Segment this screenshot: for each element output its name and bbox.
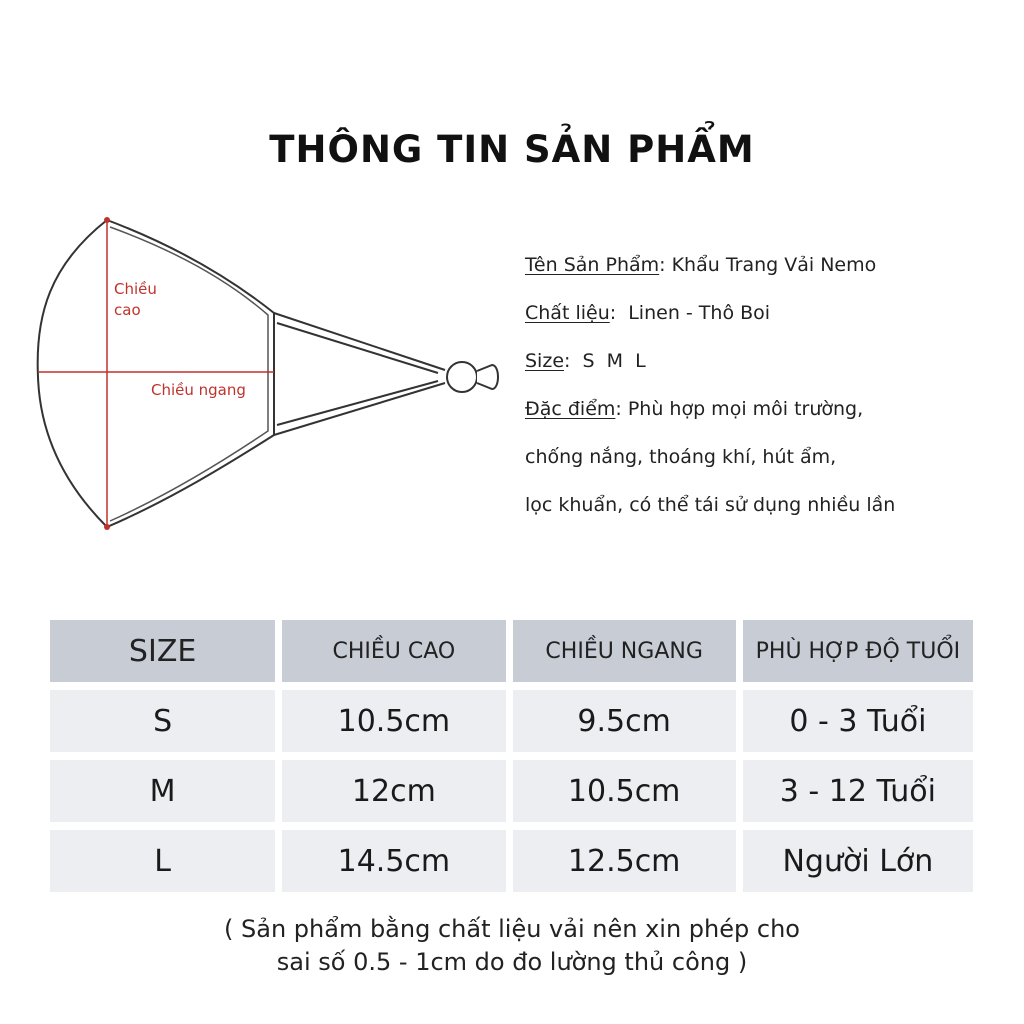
cell-size: M — [50, 760, 275, 822]
material-sep: : — [609, 302, 617, 324]
mask-outline — [38, 220, 274, 527]
table-row — [50, 760, 973, 822]
ear-strap — [274, 313, 445, 435]
size-value: S M L — [570, 350, 646, 372]
cell-age: 0 - 3 Tuổi — [743, 690, 973, 752]
measurement-note — [0, 913, 1024, 979]
feature-line — [525, 392, 1020, 440]
product-name-sep: : — [659, 254, 666, 276]
height-label-line1: Chiều — [114, 280, 157, 298]
header-height: CHIỀU CAO — [282, 620, 505, 682]
size-table — [50, 620, 973, 900]
cell-height: 12cm — [282, 760, 505, 822]
size-key: Size — [525, 350, 565, 372]
product-name-value: Khẩu Trang Vải Nemo — [665, 254, 877, 276]
note-line-2: sai số 0.5 - 1cm do đo lường thủ công ) — [276, 948, 748, 976]
feature-line-2: chống nắng, thoáng khí, hút ẩm, — [525, 446, 837, 468]
mask-diagram — [30, 205, 510, 545]
cell-height: 10.5cm — [282, 690, 505, 752]
height-line-top-dot — [104, 217, 110, 223]
material-key: Chất liệu — [525, 302, 610, 324]
cell-width: 12.5cm — [513, 830, 736, 892]
size-sep: : — [564, 350, 571, 372]
material-value: Linen - Thô Boi — [616, 302, 771, 324]
cell-size: S — [50, 690, 275, 752]
cell-age: Người Lớn — [743, 830, 973, 892]
cell-width: 10.5cm — [513, 760, 736, 822]
strap-tail — [477, 365, 498, 389]
mask-illustration — [30, 205, 510, 545]
header-width: CHIỀU NGANG — [513, 620, 736, 682]
height-line-bottom-dot — [104, 524, 110, 530]
header-age: PHÙ HỢP ĐỘ TUỔI — [743, 620, 973, 682]
cell-age: 3 - 12 Tuổi — [743, 760, 973, 822]
table-row — [50, 690, 973, 752]
feature-key: Đặc điểm — [525, 398, 616, 420]
cell-width: 9.5cm — [513, 690, 736, 752]
header-size: SIZE — [50, 620, 275, 682]
page-title: THÔNG TIN SẢN PHẨM — [269, 128, 755, 171]
width-label: Chiều ngang — [151, 381, 246, 399]
height-label-line2: cao — [114, 301, 141, 319]
feature-value: Phù hợp mọi môi trường, — [621, 398, 864, 420]
material-line — [525, 296, 1020, 344]
table-header-row — [50, 620, 973, 682]
feature-sep: : — [615, 398, 622, 420]
cell-size: L — [50, 830, 275, 892]
product-name-key: Tên Sản Phẩm — [525, 254, 660, 276]
feature-line-3: lọc khuẩn, có thể tái sử dụng nhiều lần — [525, 494, 896, 516]
strap-adjuster — [447, 362, 477, 392]
size-line — [525, 344, 1020, 392]
note-line-1: ( Sản phẩm bằng chất liệu vải nên xin phép cho — [224, 915, 800, 943]
product-info — [525, 248, 1020, 536]
table-row — [50, 830, 973, 892]
product-name-line — [525, 248, 1020, 296]
cell-height: 14.5cm — [282, 830, 505, 892]
